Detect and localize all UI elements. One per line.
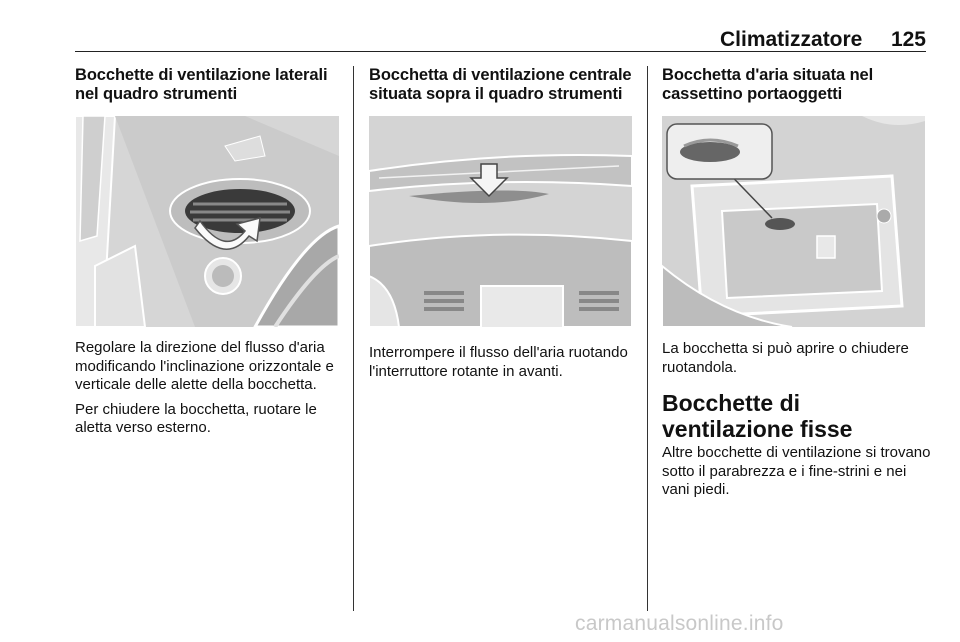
- column-divider-1: [353, 66, 354, 611]
- side-vent-drawing: [75, 116, 339, 327]
- paragraph-fixed-vents: Altre bocchette di ventilazione si trovano sotto il parabrezza e i fine-strini e nei vani piedi.: [662, 444, 931, 498]
- glovebox-vent-body: [662, 340, 934, 500]
- center-vent-body: [369, 344, 637, 381]
- column-glovebox-vent: [662, 66, 932, 104]
- center-vent-drawing: [369, 116, 632, 327]
- illustration-center-vent: [369, 116, 632, 327]
- illustration-glovebox-vent: [662, 116, 925, 327]
- section-heading-fixed-vents: Bocchette di ventilazione fisse: [662, 390, 853, 442]
- glovebox-vent-drawing: [662, 116, 925, 327]
- header-divider: [75, 51, 926, 52]
- paragraph-center-vent: Interrompere il flusso dell'aria ruotando l'interruttore rotante in avanti.: [369, 344, 628, 380]
- illustration-side-vent: [75, 116, 339, 327]
- column-divider-2: [647, 66, 648, 611]
- section-heading-side-vents: Bocchette di ventilazione laterali nel quadro strumenti: [75, 66, 328, 103]
- page-header-title: Climatizzatore: [720, 28, 863, 51]
- side-vents-body: [75, 339, 343, 438]
- section-heading-center-vent: Bocchetta di ventilazione centrale situata sopra il quadro strumenti: [369, 66, 632, 103]
- watermark: carmanualsonline.info: [575, 612, 784, 635]
- paragraph-side-vents-adjust: Regolare la direzione del flusso d'aria modificando l'inclinazione orizzontale e verticale delle alette della bocchetta.: [75, 339, 334, 393]
- column-side-vents: [75, 66, 343, 104]
- column-center-vent: [369, 66, 637, 104]
- paragraph-glovebox-vent: La bocchetta si può aprire o chiudere ruotandola.: [662, 340, 909, 376]
- page-number: 125: [890, 28, 926, 51]
- paragraph-side-vents-close: Per chiudere la bocchetta, ruotare le aletta verso esterno.: [75, 400, 317, 436]
- section-heading-glovebox-vent: Bocchetta d'aria situata nel cassettino portaoggetti: [662, 66, 874, 103]
